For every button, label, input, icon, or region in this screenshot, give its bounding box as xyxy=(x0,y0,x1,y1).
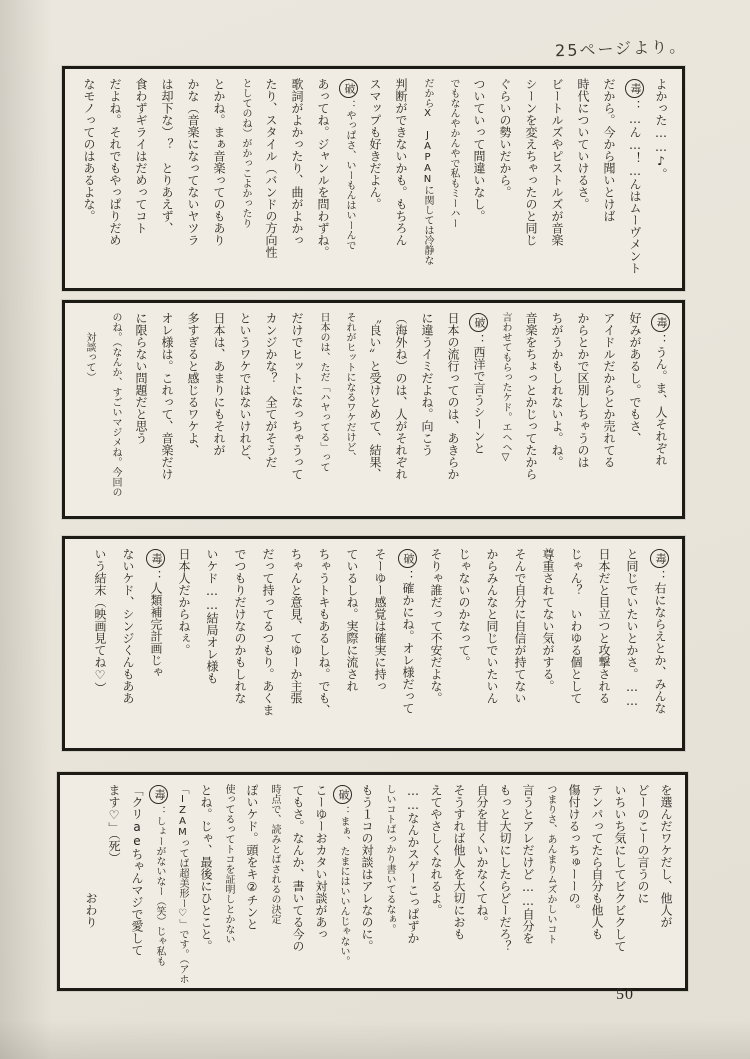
text-column xyxy=(516,784,539,979)
text-column xyxy=(226,548,254,739)
column-text: いう結末（映画見てね♡） xyxy=(93,548,107,694)
text-column xyxy=(401,784,424,979)
text-column xyxy=(414,78,440,279)
text-column xyxy=(388,312,414,507)
column-text: ぐらいの勢いだから。 xyxy=(498,78,512,198)
text-column xyxy=(414,312,440,507)
speaker-badge: 毒 xyxy=(625,79,644,98)
column-text: じゃん？ いわゆる個として xyxy=(569,548,583,704)
column-text: を選んだワケだし、他人が xyxy=(659,784,673,928)
column-text: でつもりだけなのかもしれな xyxy=(233,548,247,704)
column-text: それがヒットになるワケだけど、 xyxy=(344,312,355,462)
text-column xyxy=(492,312,518,507)
column-text: 「クリaeちゃんマジで愛して xyxy=(130,784,144,956)
text-column xyxy=(648,78,674,279)
panel-2 xyxy=(62,300,685,519)
column-text: 好みがあるし。でもさ、 xyxy=(628,312,642,444)
column-text: いちいち気にしてビクビクして xyxy=(613,784,627,952)
page-number: 50 xyxy=(616,986,634,1003)
speaker-badge: 破 xyxy=(333,785,352,804)
column-text: あってね。ジャンルを問わずね。 xyxy=(316,78,330,258)
text-column xyxy=(590,548,618,739)
text-column xyxy=(570,312,596,507)
column-text: そんで自分に自信が持てない xyxy=(513,548,527,704)
column-text: 時代についていけるさ。 xyxy=(576,78,590,210)
column-text: ないケド、シンジくんもああ xyxy=(121,548,135,704)
text-column xyxy=(470,784,493,979)
column-text: だけでヒットになっちゃうって xyxy=(290,312,304,480)
text-column xyxy=(618,548,646,739)
text-column xyxy=(596,78,622,279)
text-column xyxy=(622,78,648,279)
column-text: としてのね）がかっこよかったり xyxy=(240,78,251,228)
text-column xyxy=(422,548,450,739)
text-column xyxy=(194,784,217,979)
column-text: じゃないのかなって。 xyxy=(457,548,471,668)
column-text: カンジかな？ 全てがそうだ xyxy=(264,312,278,468)
column-text: 多すぎると感じるワケよ、 xyxy=(186,312,200,456)
speaker-badge: 毒 xyxy=(146,549,165,568)
column-text: 〝良い〟と受けとめて、結果、 xyxy=(368,312,382,480)
column-text: だからX JAPANに関しては冷静な xyxy=(422,78,433,265)
column-text: しいコトばっかり書いてるなぁ。 xyxy=(384,784,395,934)
column-text: ：うん。ま、人それぞれ xyxy=(654,334,668,466)
speaker-badge: 破 xyxy=(469,313,488,332)
text-column xyxy=(284,312,310,507)
column-text: オレ様は。これって、音楽だけ xyxy=(160,312,174,480)
column-text: ……なんかスゲーこっぱずか xyxy=(406,784,420,944)
text-column xyxy=(258,312,284,507)
column-text: ビートルズやピストルズが音楽 xyxy=(550,78,564,246)
text-column xyxy=(240,784,263,979)
text-column xyxy=(608,784,631,979)
column-text: かな（音楽になってないヤツラ xyxy=(186,78,200,246)
column-text: からみんなと同じでいたいん xyxy=(485,548,499,704)
speaker-badge: 破 xyxy=(398,549,417,568)
text-column xyxy=(394,548,422,739)
column-text: ついていって間違いなし。 xyxy=(472,78,486,222)
text-column xyxy=(596,312,622,507)
text-column xyxy=(378,784,401,979)
text-column xyxy=(544,78,570,279)
column-text: ：しょーがないなー（笑）じゃ私も xyxy=(154,806,165,966)
column-text: ちがうかもしれないよ。ね。 xyxy=(550,312,564,468)
text-column xyxy=(286,784,309,979)
text-column xyxy=(362,78,388,279)
column-text: そうすれば他人を大切におも xyxy=(452,784,466,940)
text-column xyxy=(148,784,171,979)
column-text: 対談って） xyxy=(84,332,95,382)
column-text: アイドルだからとか売れてる xyxy=(602,312,616,468)
text-column xyxy=(338,548,366,739)
column-text: もう１コの対談はアレなのに。 xyxy=(360,784,374,952)
text-column xyxy=(102,784,125,979)
column-text: スマップも好きだよん。 xyxy=(368,78,382,210)
column-text: よかった……♪。 xyxy=(654,78,668,180)
text-column xyxy=(76,312,102,507)
text-column xyxy=(79,784,102,979)
column-text: てもさ。なんか、書いてる今の xyxy=(291,784,305,952)
text-column xyxy=(355,784,378,979)
column-text: テンパってたら自分も他人も xyxy=(590,784,604,940)
text-column xyxy=(366,548,394,739)
text-column xyxy=(631,784,654,979)
column-text: ：西洋で言うシーンと xyxy=(472,334,486,454)
text-column xyxy=(648,312,674,507)
column-text: だから。今から聞いとけば xyxy=(602,78,616,222)
text-column xyxy=(263,784,286,979)
column-text: に限らない問題だと思う xyxy=(134,312,148,444)
text-column xyxy=(562,548,590,739)
text-column xyxy=(86,548,114,739)
column-text: そーゆー感覚は確実に持っ xyxy=(373,548,387,692)
column-text: 傷付けるっちゅーーの。 xyxy=(567,784,581,916)
column-text: もっと大切にしたらどーだろ？ xyxy=(498,784,512,952)
panel-1 xyxy=(62,66,685,291)
text-column xyxy=(539,784,562,979)
text-column xyxy=(180,78,206,279)
column-text: からとかで区別しちゃうのは xyxy=(576,312,590,468)
column-text: ：右にならえとか、みんな xyxy=(653,570,667,714)
text-column xyxy=(362,312,388,507)
column-text: 日本は、あまりにもそれが xyxy=(212,312,226,456)
column-text: こーゆーおカタい対談があっ xyxy=(314,784,328,940)
header-note: 25ページより。 xyxy=(554,36,688,61)
text-column xyxy=(217,784,240,979)
column-text: どーのこーの言うのに xyxy=(636,784,650,904)
column-text: と同じでいたいとかさ。…… xyxy=(625,548,639,708)
text-column xyxy=(232,312,258,507)
text-column xyxy=(206,312,232,507)
column-text: たり、スタイル（バンドの方向性 xyxy=(264,78,278,258)
text-column xyxy=(440,312,466,507)
text-column xyxy=(570,78,596,279)
column-text: ：確かにね。オレ様だって xyxy=(401,570,415,714)
text-column xyxy=(310,78,336,279)
text-column xyxy=(171,784,194,984)
column-text: 使ってるってトコを証明しとかない xyxy=(223,784,234,944)
text-column xyxy=(440,78,466,279)
column-text: のね。（なんか、すごいマジメね。今回の xyxy=(110,312,121,497)
column-text: ます♡」（死） xyxy=(107,784,121,864)
column-text: 言うとアレだけど……自分を xyxy=(521,784,535,944)
text-column xyxy=(154,312,180,507)
text-column xyxy=(258,78,284,279)
column-text: 言わせてもらったケド。エヘヘ▽ xyxy=(500,312,511,463)
column-text: シーンを変えちゃったのと同じ xyxy=(524,78,538,246)
text-column xyxy=(534,548,562,739)
column-text: だって持ってるつもり。あくま xyxy=(261,548,275,716)
column-text: に違うイミだよね。向こう xyxy=(420,312,434,456)
text-column xyxy=(518,78,544,279)
column-text: ：やっぱさ、いーもんはいーんで xyxy=(344,100,355,250)
text-column xyxy=(102,78,128,279)
text-column xyxy=(544,312,570,507)
column-text: つまりさ、あんまりムズかしいコト xyxy=(545,784,556,944)
text-column xyxy=(478,548,506,739)
column-text: ているしね。実際に流され xyxy=(345,548,359,692)
column-text: そりゃ誰だって不安だよな。 xyxy=(429,548,443,704)
text-column xyxy=(102,312,128,507)
text-column xyxy=(493,784,516,979)
speaker-badge: 毒 xyxy=(650,549,669,568)
text-column xyxy=(622,312,648,507)
text-column xyxy=(282,548,310,739)
column-text: 「IZAMってば超美形ー♡」です。（アホ xyxy=(177,784,188,984)
column-text: えてやさしくなれるよ。 xyxy=(429,784,443,916)
text-column xyxy=(424,784,447,979)
text-column xyxy=(180,312,206,507)
column-text: 自分を甘くいかなくてね。 xyxy=(475,784,489,928)
text-column xyxy=(585,784,608,979)
column-text: ：…ん…！…んはムーヴメント xyxy=(628,100,642,274)
panel-4 xyxy=(57,772,688,991)
column-text: ちゃうトキもあるしね。でも、 xyxy=(317,548,331,716)
text-column xyxy=(310,548,338,739)
text-column xyxy=(447,784,470,979)
text-column xyxy=(332,784,355,979)
column-text: ：まぁ、たまにはいいんじゃない。 xyxy=(338,806,349,966)
column-text: ちゃんと意見、てゆーか主張 xyxy=(289,548,303,704)
speaker-badge: 毒 xyxy=(149,785,168,804)
text-column xyxy=(309,784,332,979)
column-text: （海外ね）のは、人がそれぞれ xyxy=(394,312,408,480)
speaker-badge: 毒 xyxy=(651,313,670,332)
text-column xyxy=(254,548,282,739)
column-text: いケド……結局オレ様も xyxy=(205,548,219,684)
text-column xyxy=(388,78,414,279)
column-text: おわり xyxy=(84,892,98,928)
column-text: 日本人だからねぇ。 xyxy=(177,548,191,656)
column-text: 尊重されてない気がする。 xyxy=(541,548,555,692)
text-column xyxy=(125,784,148,979)
scan-bottom-shadow xyxy=(0,1020,750,1059)
text-column xyxy=(336,78,362,279)
column-text: 日本のは、ただ「ハヤってる」って xyxy=(318,312,329,472)
text-column xyxy=(562,784,585,979)
text-column xyxy=(310,312,336,507)
column-text: 日本の流行ってのは、あきらか xyxy=(446,312,460,480)
column-text: 食わずギライはだめってコト xyxy=(134,78,148,234)
text-column xyxy=(654,784,677,979)
text-column xyxy=(170,548,198,739)
text-column xyxy=(450,548,478,739)
column-text: 判断ができないかも。もちろん xyxy=(394,78,408,246)
column-text: 歌詞がよかったり、曲がよかっ xyxy=(290,78,304,246)
text-column xyxy=(466,312,492,507)
speaker-badge: 破 xyxy=(339,79,358,98)
text-column xyxy=(128,78,154,279)
column-text: だよね。それでもやっぱりだめ xyxy=(108,78,122,246)
text-column xyxy=(284,78,310,279)
text-column xyxy=(506,548,534,739)
text-column xyxy=(206,78,232,279)
text-column xyxy=(336,312,362,507)
text-column xyxy=(492,78,518,279)
column-text: ぽいケド。頭をキ②チンと xyxy=(245,784,259,930)
text-column xyxy=(518,312,544,507)
text-column xyxy=(142,548,170,739)
text-column xyxy=(232,78,258,279)
text-column xyxy=(198,548,226,739)
column-text: 音楽をちょっとかじってたから xyxy=(524,312,538,480)
text-column xyxy=(154,78,180,279)
scan-gutter-shadow xyxy=(0,0,52,1059)
column-text: というワケではないけれど、 xyxy=(238,312,252,468)
column-text: とね。じゃ、最後にひとこと。 xyxy=(199,784,213,952)
text-column xyxy=(128,312,154,507)
column-text: は却下な）？ とりあえず、 xyxy=(160,78,174,234)
column-text: でもなんやかんやで私もミーハー xyxy=(448,78,459,228)
text-column xyxy=(76,78,102,279)
column-text: とかね。まぁ音楽ってのもあり xyxy=(212,78,226,246)
column-text: 日本だと目立つと攻撃される xyxy=(597,548,611,704)
column-text: なモノってのはあるよな。 xyxy=(82,78,96,222)
column-text: 時点で、読みとばされるの決定 xyxy=(269,784,280,924)
text-column xyxy=(114,548,142,739)
column-text: ：人類補完計画じゃ xyxy=(149,570,163,678)
text-column xyxy=(466,78,492,279)
text-column xyxy=(646,548,674,739)
panel-3 xyxy=(62,536,685,751)
